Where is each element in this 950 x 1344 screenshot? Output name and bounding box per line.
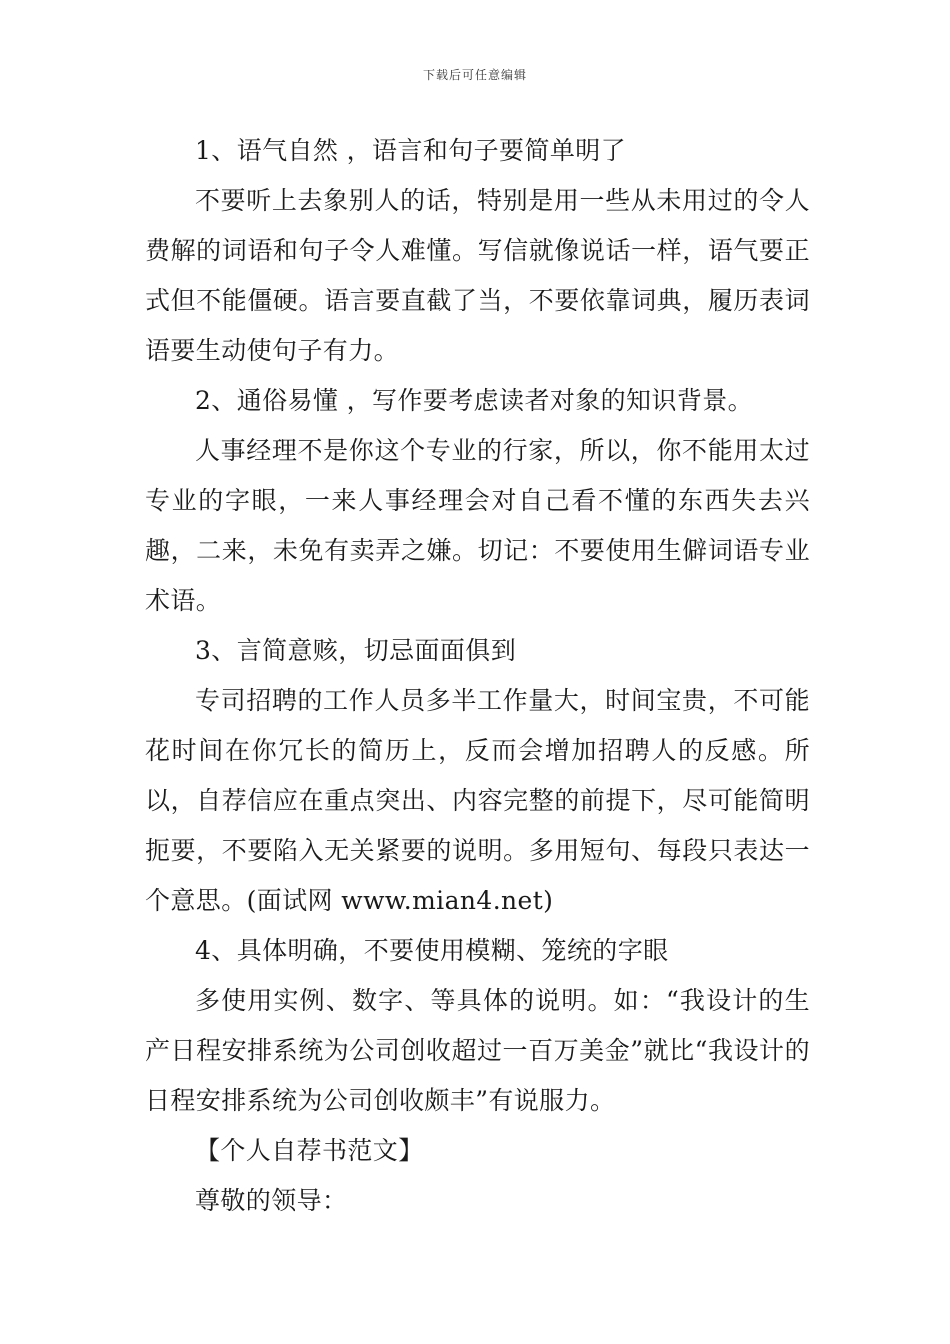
section-heading-4: 4、具体明确，不要使用模糊、笼统的字眼: [195, 936, 669, 965]
page-header-note: 下载后可任意编辑: [422, 68, 527, 82]
section-heading-2: 2、通俗易懂 ，写作要考虑读者对象的知识背景。: [195, 386, 754, 415]
document-body: [145, 126, 810, 1226]
section-heading-1: 1、语气自然 ，语言和句子要简单明了: [195, 136, 627, 165]
paragraph-1: 不要听上去象别人的话，特别是用一些从未用过的令人费解的词语和句子令人难懂。写信就像说话一样，语气要正式但不能僵硬。语言要直截了当，不要依靠词典，履历表词语要生动使句子有力。: [145, 186, 810, 365]
section-heading-3: 3、言简意赅，切忌面面俱到: [195, 636, 517, 665]
salutation: 尊敬的领导：: [195, 1186, 348, 1215]
paragraph-3: 专司招聘的工作人员多半工作量大，时间宝贵，不可能花时间在你冗长的简历上，反而会增加招聘人的反感。所以，自荐信应在重点突出、内容完整的前提下，尽可能简明扼要，不要陷入无关紧要的说明。多用短句、每段只表达一个意思。(面试网 www.mian4.net): [145, 686, 810, 915]
sample-title: 【个人自荐书范文】: [195, 1136, 424, 1165]
paragraph-4: 多使用实例、数字、等具体的说明。如：“我设计的生产日程安排系统为公司创收超过一百万美金”就比“我设计的日程安排系统为公司创收颇丰”有说服力。: [145, 986, 810, 1115]
paragraph-2: 人事经理不是你这个专业的行家，所以，你不能用太过专业的字眼，一来人事经理会对自己看不懂的东西失去兴趣，二来，未免有卖弄之嫌。切记：不要使用生僻词语专业术语。: [145, 436, 810, 615]
